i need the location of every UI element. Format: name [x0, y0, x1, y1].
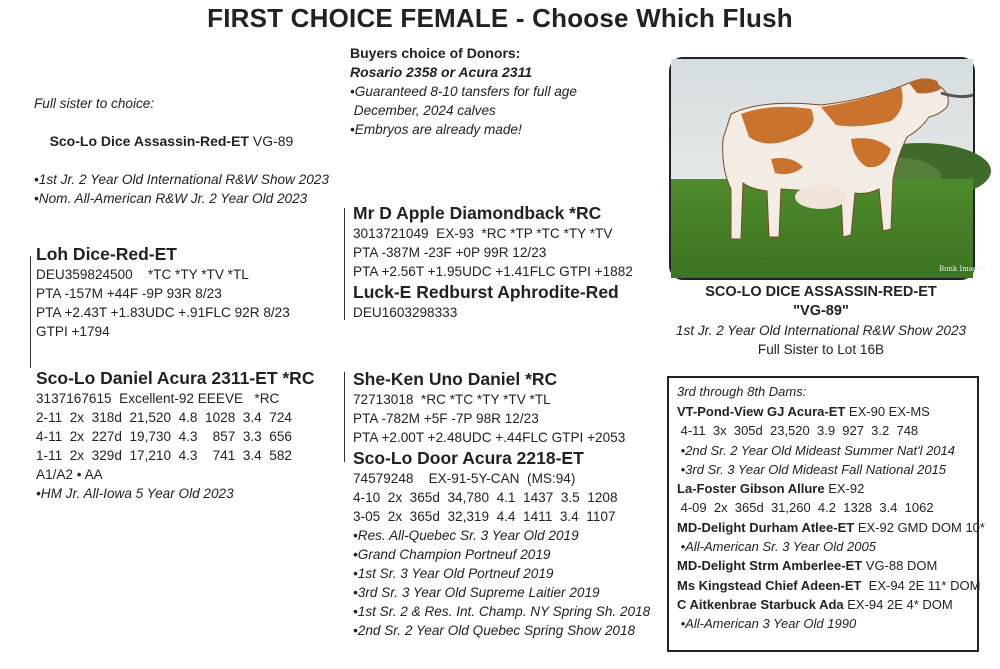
dam-left-line: 4-11 2x 227d 19,730 4.3 857 3.3 656: [36, 429, 292, 444]
dam-mid2-bullet: •Res. All-Quebec Sr. 3 Year Old 2019: [353, 528, 579, 543]
dam-mid2-name: Sco-Lo Door Acura 2218-ET: [353, 448, 584, 468]
dam-mid2-line: 3-05 2x 365d 32,319 4.4 1411 3.4 1107: [353, 509, 616, 524]
mid-divider-top: [344, 208, 345, 320]
sire-mid-block: [353, 202, 663, 322]
dam-row: 4-09 2x 365d 31,260 4.2 1328 3.4 1062: [677, 500, 934, 516]
photo-caption: [667, 283, 975, 359]
dams-list: [677, 402, 985, 634]
dam-name: C Aitkenbrae Starbuck Ada: [677, 596, 844, 612]
full-sister-bullet: •Nom. All-American R&W Jr. 2 Year Old 2023: [34, 191, 308, 206]
dam-left-line: 3137167615 Excellent-92 EEEVE *RC: [36, 391, 280, 406]
dam-left-bullet: •HM Jr. All-Iowa 5 Year Old 2023: [36, 486, 234, 501]
caption-name: SCO-LO DICE ASSASSIN-RED-ET: [705, 284, 937, 300]
sire-left-name: Loh Dice-Red-ET: [36, 244, 177, 264]
sire-left-line: GTPI +1794: [36, 324, 110, 339]
dam-classification: VG-88 DOM: [862, 558, 938, 574]
buyers-donors: Rosario 2358 or Acura 2311: [350, 64, 533, 80]
dam-row: [677, 595, 977, 614]
caption-lot: Full Sister to Lot 16B: [757, 342, 885, 357]
buyers-bullet: December, 2024 calves: [350, 103, 496, 118]
sire-mid2-name: She-Ken Uno Daniel *RC: [353, 369, 558, 389]
sire-left-line: DEU359824500 *TC *TY *TV *TL: [36, 267, 249, 282]
dam-mid-line: DEU1603298333: [353, 305, 458, 320]
dam-classification: EX-94 2E 4* DOM: [843, 596, 953, 612]
dam-row: [677, 556, 977, 575]
dams-heading: 3rd through 8th Dams:: [677, 384, 807, 399]
full-sister-name: Sco-Lo Dice Assassin-Red-ET: [49, 133, 249, 149]
dam-row: [677, 402, 977, 421]
buyers-bullet: •Embryos are already made!: [350, 122, 522, 137]
sire-left-line: PTA -157M +44F -9P 93R 8/23: [36, 286, 222, 301]
dam-left-name: Sco-Lo Daniel Acura 2311-ET *RC: [36, 368, 315, 388]
page-title: FIRST CHOICE FEMALE - Choose Which Flush: [207, 3, 793, 33]
sire-mid2-block: [353, 368, 663, 640]
buyers-choice-block: [350, 44, 650, 139]
dam-classification: EX-94 2E 11* DOM: [861, 577, 981, 593]
dam-name: VT-Pond-View GJ Acura-ET: [677, 404, 846, 419]
full-sister-intro: Full sister to choice:: [34, 96, 155, 111]
dam-mid2-line: 4-10 2x 365d 34,780 4.1 1437 3.5 1208: [353, 490, 618, 505]
dam-mid2-bullet: •3rd Sr. 3 Year Old Supreme Laitier 2019: [353, 585, 600, 600]
dam-mid2-bullet: •1st Sr. 3 Year Old Portneuf 2019: [353, 566, 554, 581]
sire-mid2-line: 72713018 *RC *TC *TY *TV *TL: [353, 392, 551, 407]
dam-row: [677, 479, 977, 498]
mid-divider-bottom: [344, 372, 345, 462]
dam-name: MD-Delight Durham Atlee-ET: [677, 519, 855, 535]
dam-left-line: 2-11 2x 318d 21,520 4.8 1028 3.4 724: [36, 410, 292, 425]
dam-mid2-line: 74579248 EX-91-5Y-CAN (MS:94): [353, 471, 576, 486]
dam-name: La-Foster Gibson Allure: [677, 481, 825, 497]
dam-row: [677, 576, 981, 595]
cow-illustration: [671, 59, 986, 278]
dam-name: Ms Kingstead Chief Adeen-ET: [677, 577, 862, 593]
dam-row: •3rd Sr. 3 Year Old Mideast Fall National 2015: [677, 461, 947, 477]
sire-left-line: PTA +2.43T +1.83UDC +.91FLC 92R 8/23: [36, 305, 290, 320]
dam-classification: EX-90 EX-MS: [845, 404, 930, 419]
sire-mid-line: 3013721049 EX-93 *RC *TP *TC *TY *TV: [353, 226, 613, 241]
left-divider: [30, 256, 31, 368]
buyers-bullet: •Guaranteed 8-10 tansfers for full age: [350, 84, 577, 99]
caption-award: 1st Jr. 2 Year Old International R&W Show 2023: [675, 323, 967, 338]
dam-classification: EX-92 GMD DOM 10*: [854, 519, 985, 535]
full-sister-block: [34, 94, 354, 208]
sire-left-block: [36, 243, 356, 341]
dam-row: •All-American 3 Year Old 1990: [677, 616, 857, 632]
dam-mid2-bullet: •Grand Champion Portneuf 2019: [353, 547, 551, 562]
dam-row: 4-11 3x 305d 23,520 3.9 927 3.2 748: [677, 423, 919, 439]
buyers-heading: Buyers choice of Donors:: [350, 45, 521, 61]
dam-left-block: [36, 367, 356, 503]
dam-row: •All-American Sr. 3 Year Old 2005: [677, 539, 876, 555]
dam-row: •2nd Sr. 2 Year Old Mideast Summer Nat'l 2014: [677, 442, 956, 458]
caption-score: "VG-89": [793, 303, 849, 319]
full-sister-bullet: •1st Jr. 2 Year Old International R&W Show 2023: [34, 172, 329, 187]
dam-mid-name: Luck-E Redburst Aphrodite-Red: [353, 282, 619, 302]
dam-mid2-bullet: •1st Sr. 2 & Res. Int. Champ. NY Spring Sh. 2018: [353, 604, 651, 619]
sire-mid2-line: PTA +2.00T +2.48UDC +.44FLC GTPI +2053: [353, 430, 626, 445]
dam-left-line: 1-11 2x 329d 17,210 4.3 741 3.4 582: [36, 448, 292, 463]
sire-mid2-line: PTA -782M +5F -7P 98R 12/23: [353, 411, 539, 426]
dam-classification: EX-92: [824, 481, 865, 497]
sire-mid-line: PTA -387M -23F +0P 99R 12/23: [353, 245, 547, 260]
cow-photo: [669, 57, 986, 280]
dam-name: MD-Delight Strm Amberlee-ET: [677, 558, 863, 574]
dams-box: [667, 376, 985, 652]
dam-left-line: A1/A2 • AA: [36, 467, 103, 482]
full-sister-score: VG-89: [248, 133, 294, 149]
dam-mid2-bullet: •2nd Sr. 2 Year Old Quebec Spring Show 2018: [353, 623, 636, 638]
photo-signature: Bonk Images: [939, 265, 986, 273]
dam-row: [677, 518, 985, 537]
sire-mid-name: Mr D Apple Diamondback *RC: [353, 203, 602, 223]
sire-mid-line: PTA +2.56T +1.95UDC +1.41FLC GTPI +1882: [353, 264, 633, 279]
